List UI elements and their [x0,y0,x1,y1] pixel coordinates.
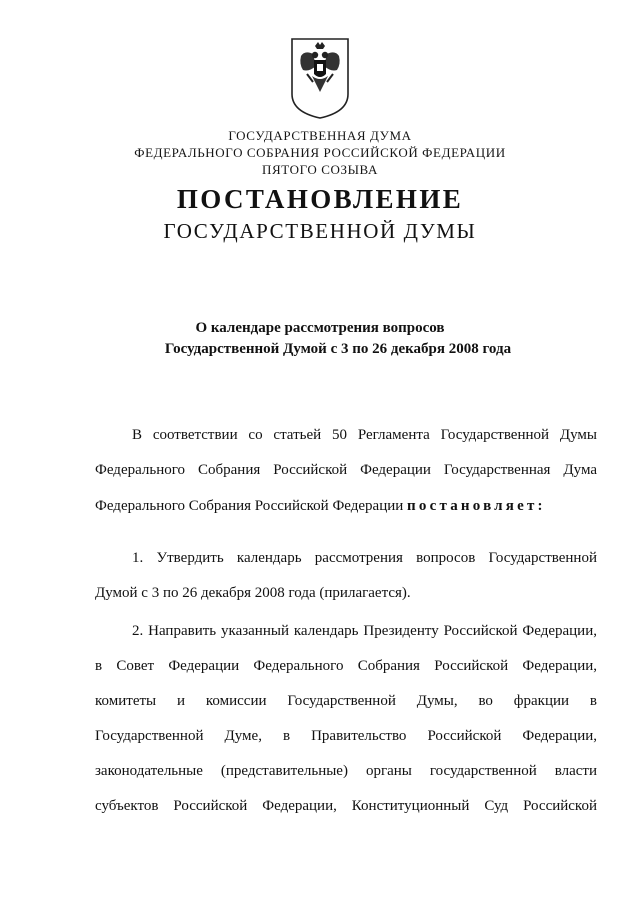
document-issuer-title: ГОСУДАРСТВЕННОЙ ДУМЫ [163,219,477,243]
document-subject [0,318,640,360]
body-line: Федерального Собрания Российской Федерации Государственная Дума [95,462,597,478]
body-text: Федерального Собрания Российской Федерации [95,498,404,514]
paragraph-2-line: Государственной Думе, в Правительство Российской Федерации, [95,728,597,744]
header-line-federal-assembly: ФЕДЕРАЛЬНОГО СОБРАНИЯ РОССИЙСКОЙ ФЕДЕРАЦИИ [134,145,506,160]
paragraph-2-line: в Совет Федерации Федерального Собрания Российской Федерации, [95,658,597,674]
paragraph-2-line: законодательные (представительные) органы государственной власти [95,763,597,779]
paragraph-2-line: комитеты и комиссии Государственной Думы, во фракции в [95,693,597,709]
paragraph-2-line: 2. Направить указанный календарь Президенту Российской Федерации, [132,623,597,639]
header-line-duma: ГОСУДАРСТВЕННАЯ ДУМА [228,128,412,143]
coat-of-arms-icon [289,36,351,120]
paragraph-1-line: 1. Утвердить календарь рассмотрения вопросов Государственной [132,550,597,566]
header-line-convocation: ПЯТОГО СОЗЫВА [262,162,378,177]
paragraph-1-line: Думой с 3 по 26 декабря 2008 года (прилагается). [95,585,411,601]
body-line: В соответствии со статьей 50 Регламента Государственной Думы [132,427,597,443]
decree-keyword: постановляет: [407,498,546,514]
subject-line-1: О календаре рассмотрения вопросов [195,320,445,336]
body-line-decree [95,497,597,515]
document-type-title: ПОСТАНОВЛЕНИЕ [176,184,464,214]
subject-line-2: Государственной Думой с 3 по 26 декабря 2008 года [164,341,512,357]
paragraph-2-line: субъектов Российской Федерации, Конституционный Суд Российской [95,798,597,814]
